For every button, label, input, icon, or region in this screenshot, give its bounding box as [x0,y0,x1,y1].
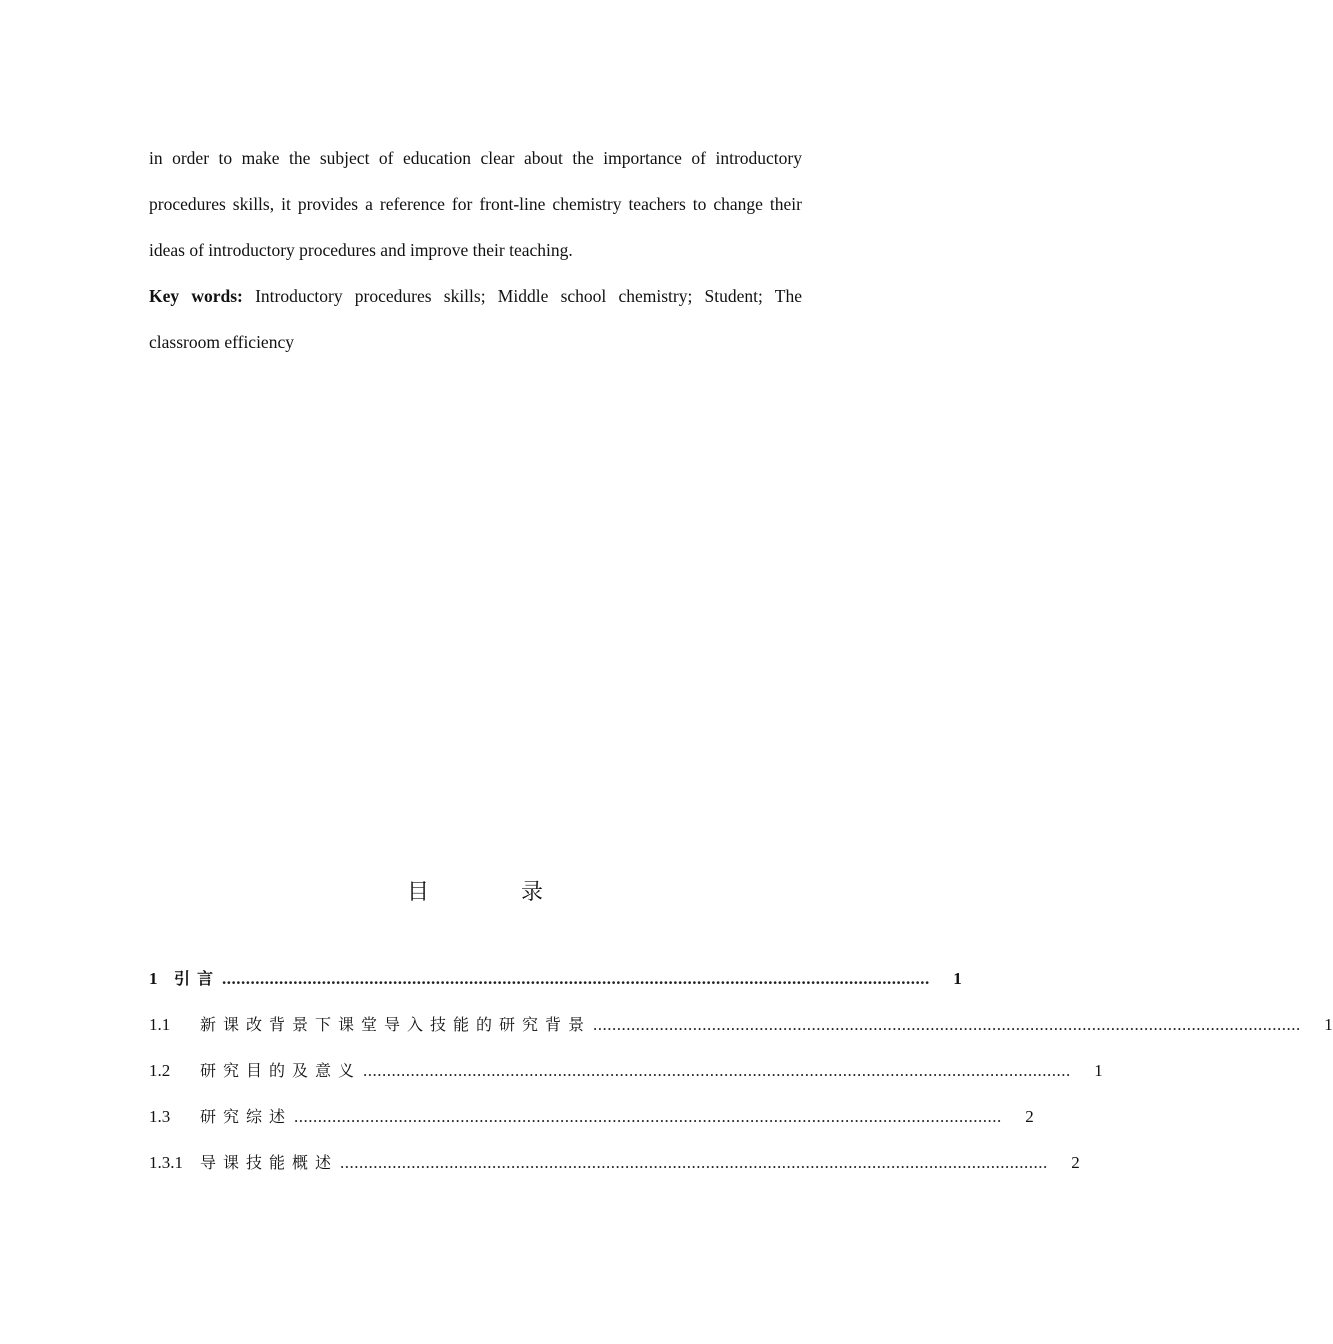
toc-entry-title: 导课技能概述 [200,1153,339,1172]
toc-entry-page: 1 [1324,1015,1333,1034]
toc-leader-dots: ..................................................................................................................................................... [222,969,930,988]
toc-leader-dots: ..................................................................................................................................................... [593,1015,1301,1034]
abstract-paragraph: in order to make the subject of education clear about the importance of introductory procedures skills, it provides a reference for front-line chemistry teachers to change their ideas of introductory procedures and improve their teaching. [149,148,802,260]
toc-entry-number: 1.3 [149,1107,171,1126]
toc-entry-page: 1 [953,969,962,988]
toc-heading-left: 目 [406,880,429,905]
toc-entry[interactable] [149,1150,1080,1196]
toc-heading [0,875,950,906]
toc-entry[interactable] [149,966,962,1012]
toc-leader-dots: ..................................................................................................................................................... [294,1107,1002,1126]
abstract-section [149,135,802,365]
toc-entry-title: 新课改背景下课堂导入技能的研究背景 [200,1015,592,1034]
toc-entry-number: 1.1 [149,1015,171,1034]
toc-entry-page: 1 [1094,1061,1103,1080]
table-of-contents [149,966,1333,1196]
toc-entry-page: 2 [1025,1107,1034,1126]
toc-entry-page: 2 [1071,1153,1080,1172]
toc-leader-dots: ..................................................................................................................................................... [340,1153,1048,1172]
keywords-paragraph [149,273,802,365]
toc-entry[interactable] [149,1058,1103,1104]
keywords-label: Key words: [149,286,243,306]
toc-entry-title: 研究目的及意义 [200,1061,362,1080]
toc-entry[interactable] [149,1012,1333,1058]
toc-leader-dots: ..................................................................................................................................................... [363,1061,1071,1080]
keywords-text: Introductory procedures skills; Middle school chemistry; Student; The classroom efficiency [149,286,802,352]
toc-heading-right: 录 [521,880,544,905]
toc-entry-number: 1.2 [149,1061,171,1080]
toc-entry-number: 1 [149,969,158,988]
toc-entry-title: 研究综述 [200,1107,293,1126]
toc-entry-number: 1.3.1 [149,1153,183,1172]
toc-entry[interactable] [149,1104,1034,1150]
toc-entry-title: 引言 [174,969,221,988]
